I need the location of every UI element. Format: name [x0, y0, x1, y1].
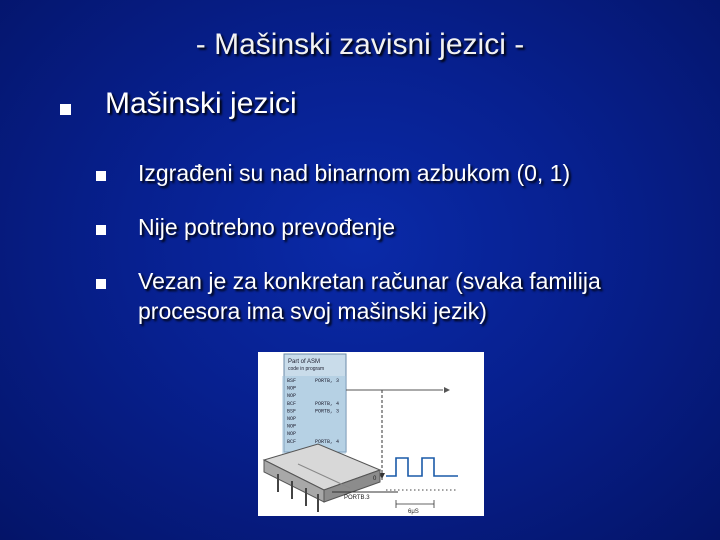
- code-op: NOP: [287, 431, 297, 438]
- bullet-item: Izgrađeni su nad binarnom azbukom (0, 1): [138, 160, 571, 186]
- timing-label: 6μS: [408, 509, 419, 515]
- code-op: BCF: [287, 438, 297, 445]
- code-op: NOP: [287, 385, 297, 392]
- pin-label: PORTB.3: [344, 495, 370, 501]
- code-op: BCF: [287, 400, 297, 407]
- asm-timing-diagram: [258, 352, 484, 516]
- code-op: NOP: [287, 423, 297, 430]
- bullet-square-icon: [96, 225, 106, 235]
- bullet-square-icon: [96, 279, 106, 289]
- heading-item: Mašinski jezici: [105, 87, 297, 120]
- diagram-svg: [258, 352, 484, 516]
- code-arg: PORTB, 3: [315, 408, 340, 415]
- code-op: BSF: [287, 378, 297, 384]
- code-arg: PORTB, 3: [315, 378, 340, 384]
- bullet-square-icon: [96, 171, 106, 181]
- code-caption-2: code in program: [288, 366, 325, 372]
- code-op: NOP: [287, 416, 297, 422]
- code-op: BSF: [287, 408, 297, 415]
- code-arg: PORTB, 4: [315, 438, 340, 445]
- bullet-item: Nije potrebno prevođenje: [138, 214, 396, 240]
- bullet-square-icon: [60, 104, 71, 115]
- slide-title: - Mašinski zavisni jezici -: [195, 28, 525, 61]
- bullet-item: Vezan je za konkretan računar (svaka familija procesora ima svoj mašinski jezik): [138, 268, 601, 324]
- zero-label: 0: [373, 476, 377, 482]
- code-caption-1: Part of ASM: [288, 359, 321, 365]
- code-arg: PORTB, 4: [315, 400, 340, 407]
- code-op: NOP: [287, 393, 297, 400]
